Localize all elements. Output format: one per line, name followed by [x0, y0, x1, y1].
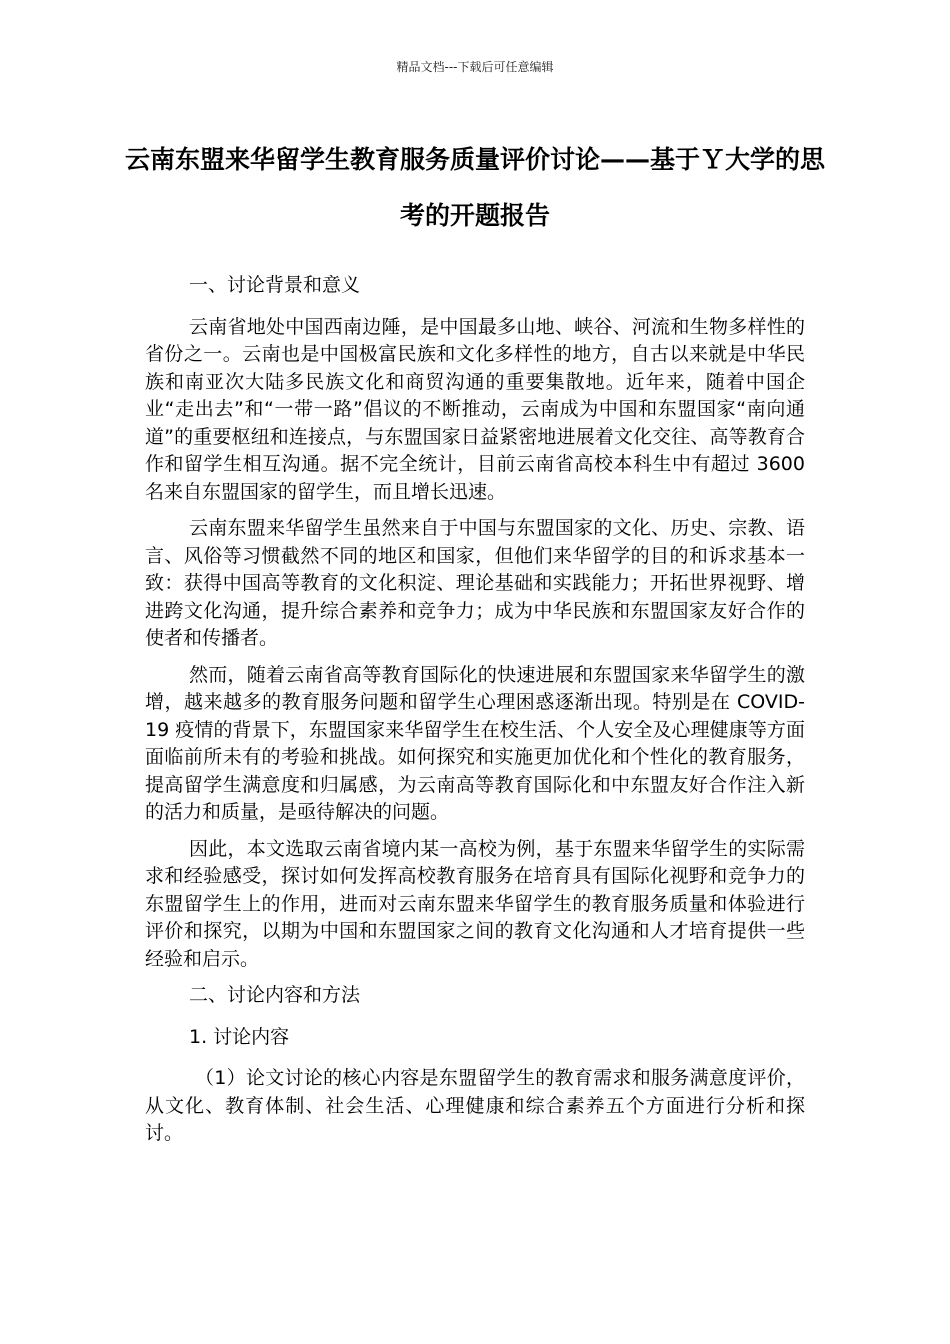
list-item-1: （1）论文讨论的核心内容是东盟留学生的教育需求和服务满意度评价，从文化、教育体制、社会生活、心理健康和综合素养五个方面进行分析和探讨。 — [145, 1067, 805, 1144]
subsection-heading-1: 1. 讨论内容 — [189, 1025, 290, 1048]
paragraph-4: 因此，本文选取云南省境内某一高校为例，基于东盟来华留学生的实际需求和经验感受，探讨如何发挥高校教育服务在培育具有国际化视野和竞争力的东盟留学生上的作用，进而对云南东盟来华留学生的教育服务质量和体验进行评价和探究，以期为中国和东盟国家之间的教育文化沟通和人才培育提供一些经验和启示。 — [145, 837, 805, 970]
section-heading-1: 一、讨论背景和意义 — [189, 274, 361, 296]
paragraph-3: 然而，随着云南省高等教育国际化的快速进展和东盟国家来华留学生的激增，越来越多的教育服务问题和留学生心理困惑逐渐出现。特别是在 COVID-19 疫情的背景下，东盟国家来华留学生在校生活、个人安全及心理健康等方面面临前所未有的考验和挑战。如何探究和实施更加优化和个性化的教育服务，提高留学生满意度和归属感，为云南高等教育国际化和中东盟友好合作注入新的活力和质量，是亟待解决的问题。 — [145, 663, 805, 823]
header-note: 精品文档---下载后可任意编辑 — [396, 60, 554, 74]
section-heading-2: 二、讨论内容和方法 — [189, 984, 361, 1006]
paragraph-2: 云南东盟来华留学生虽然来自于中国与东盟国家的文化、历史、宗教、语言、风俗等习惯截然不同的地区和国家，但他们来华留学的目的和诉求基本一致：获得中国高等教育的文化积淀、理论基础和实践能力；开拓世界视野、增进跨文化沟通，提升综合素养和竞争力；成为中华民族和东盟国家友好合作的使者和传播者。 — [145, 517, 805, 649]
document-title: 云南东盟来华留学生教育服务质量评价讨论——基于Ｙ大学的思考的开题报告 — [124, 145, 825, 230]
paragraph-1: 云南省地处中国西南边陲，是中国最多山地、峡谷、河流和生物多样性的省份之一。云南也是中国极富民族和文化多样性的地方，自古以来就是中华民族和南亚次大陆多民族文化和商贸沟通的重要集散地。近年来，随着中国企业“走出去”和“一带一路”倡议的不断推动，云南成为中国和东盟国家“南向通道”的重要枢纽和连接点，与东盟国家日益紧密地进展着文化交往、高等教育合作和留学生相互沟通。据不完全统计，目前云南省高校本科生中有超过 3600 名来自东盟国家的留学生，而且增长迅速。 — [145, 315, 805, 503]
document-body — [145, 272, 805, 1157]
